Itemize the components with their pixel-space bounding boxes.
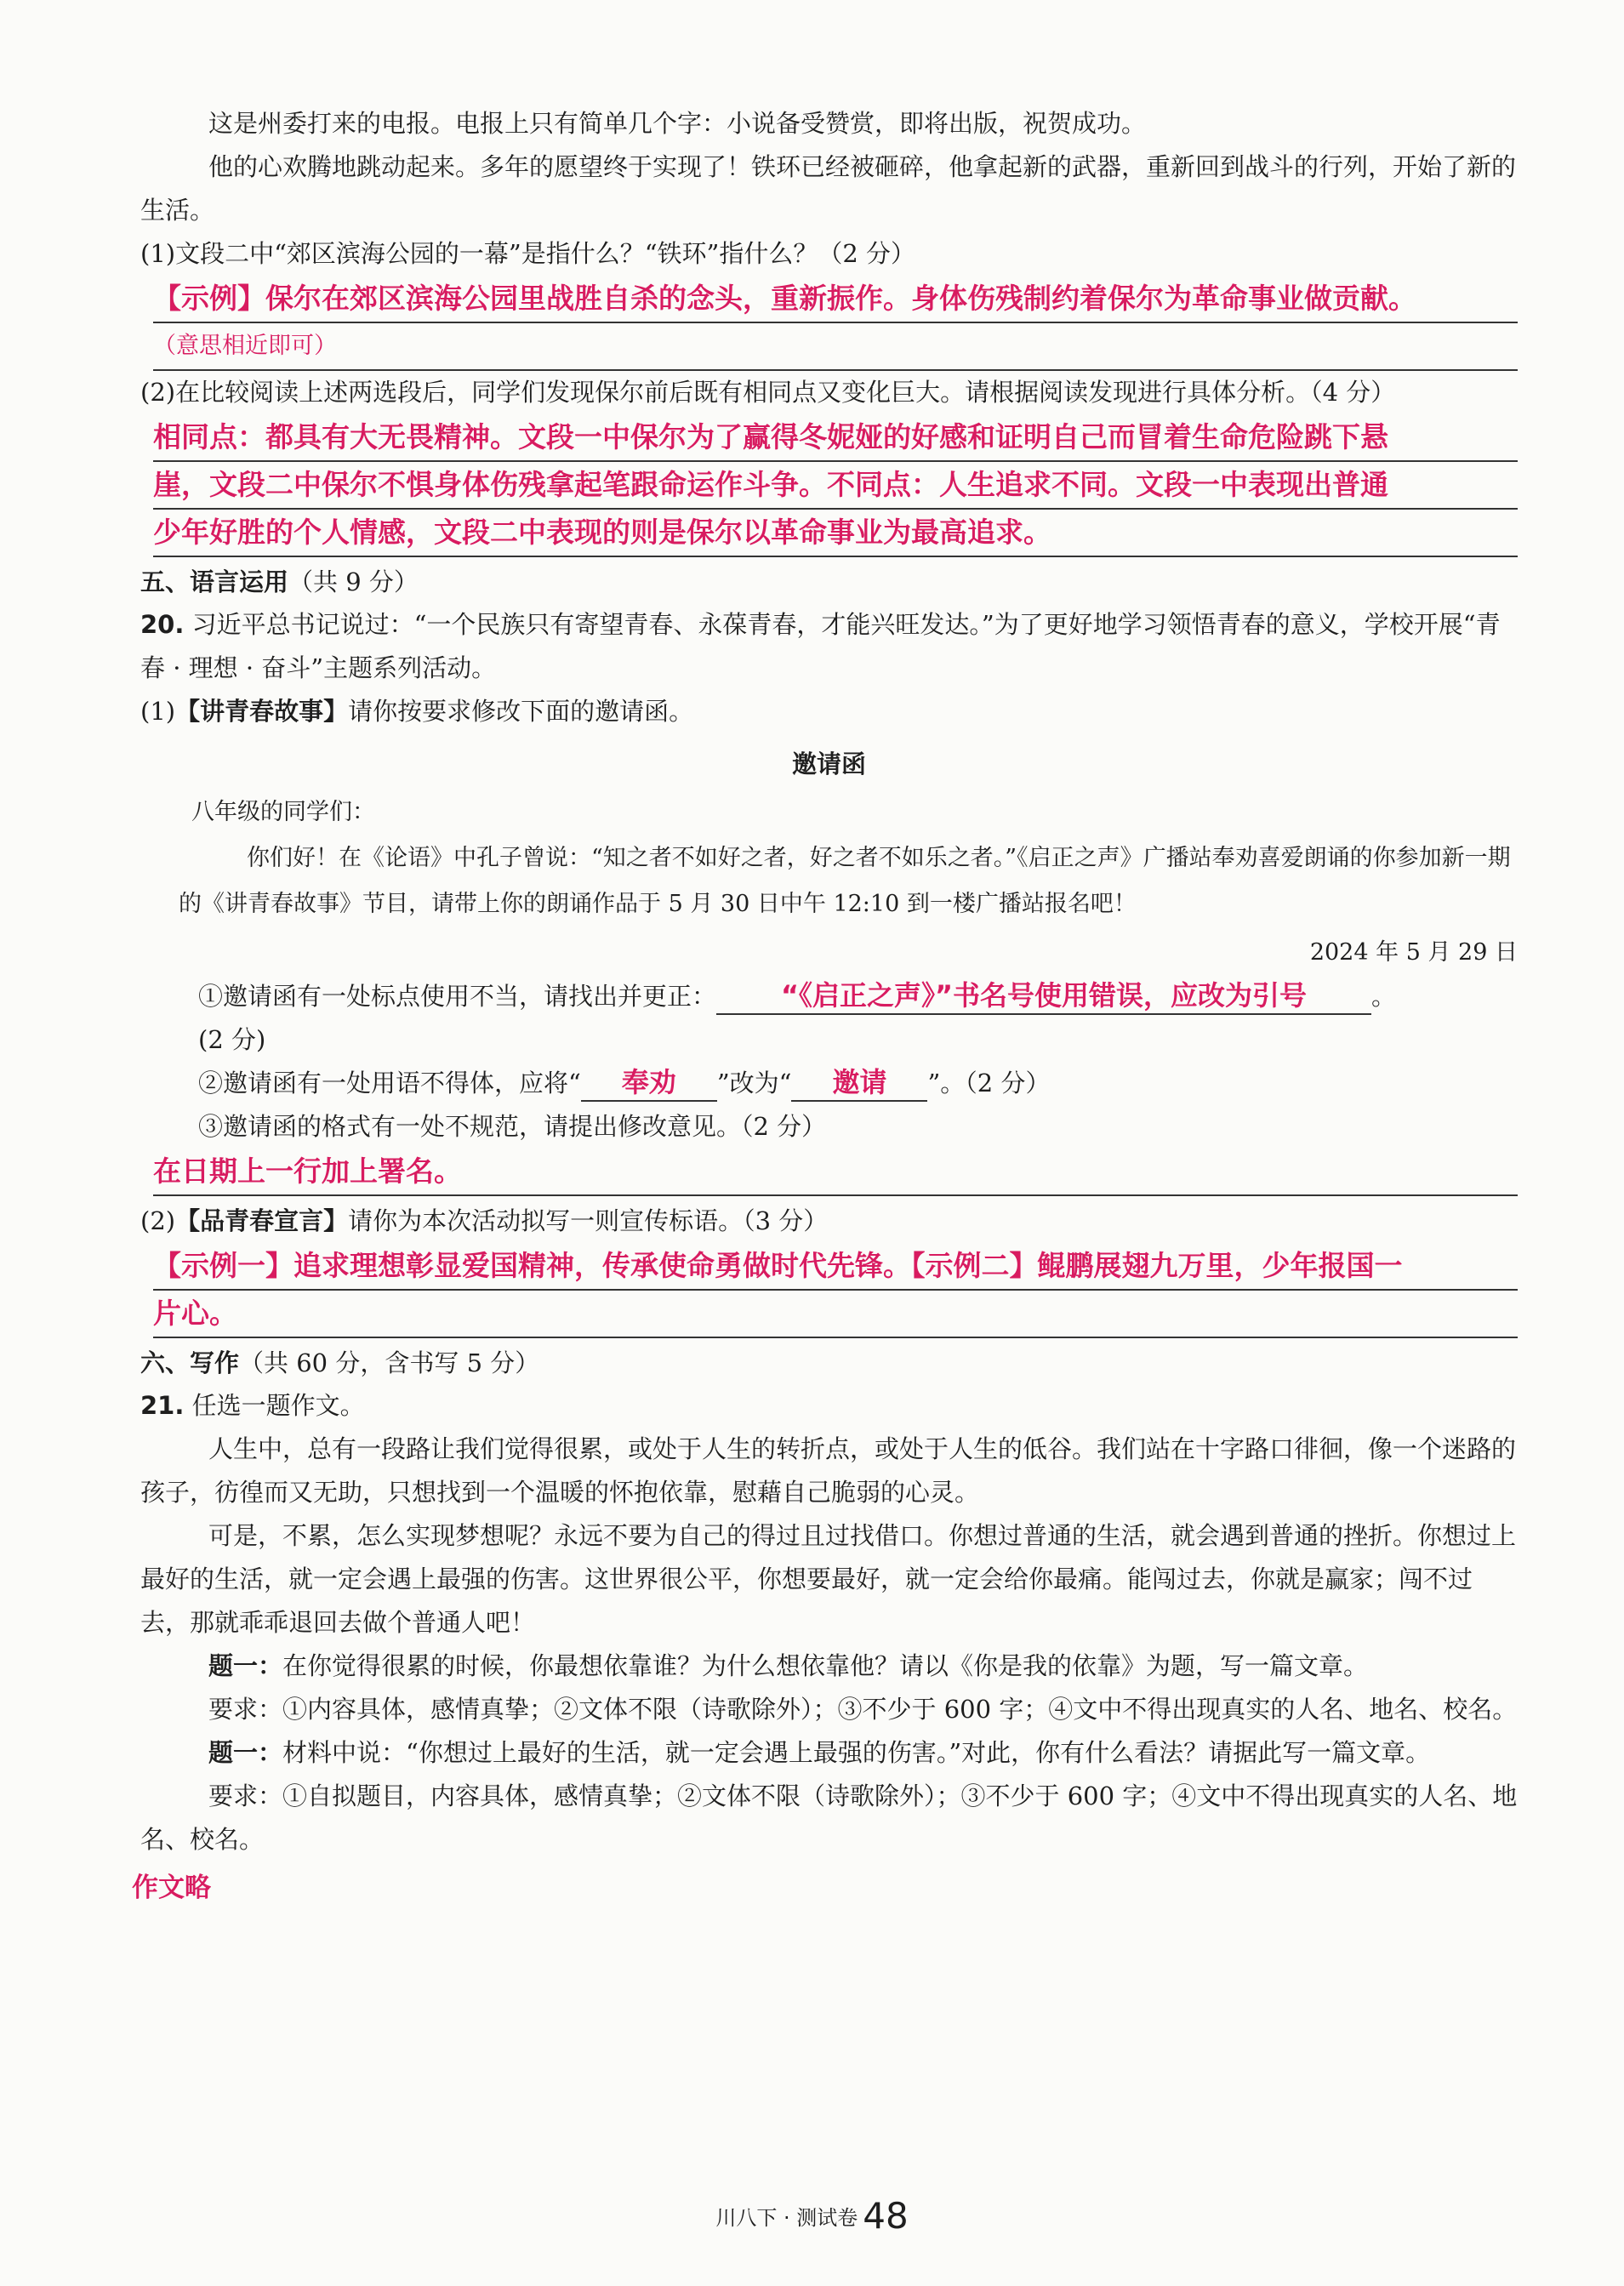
q21-stem bbox=[140, 1384, 1518, 1428]
q21-material-para: 可是，不累，怎么实现梦想呢？永远不要为自己的得过且过找借口。你想过普通的生活，就会遇到普通的挫折。你想过上最好的生活，就一定会遇上最强的伤害。这世界很公平，你想要最好，就一定会给你最痛。能闯过去，你就是赢家；闯不过去，那就乖乖退回去做个普通人吧！ bbox=[140, 1521, 1517, 1637]
section-5-title: 五、语言运用 bbox=[140, 567, 289, 596]
q21-topic1-requirements: 要求：①内容具体，感情真挚；②文体不限（诗歌除外）；③不少于 600 字；④文中不得出现真实的人名、地名、校名。 bbox=[208, 1695, 1518, 1724]
section-6-title: 六、写作 bbox=[140, 1348, 240, 1377]
q19-sub1: (1)文段二中“郊区滨海公园的一幕”是指什么？“铁环”指什么？（2 分） bbox=[140, 239, 916, 268]
q20-sub2-tag: 【品青春宣言】 bbox=[175, 1206, 349, 1235]
q20-stem-text: 习近平总书记说过：“一个民族只有寄望青春、永葆青春，才能兴旺发达。”为了更好地学习领悟青春的意义，学校开展“青春 · 理想 · 奋斗”主题系列活动。 bbox=[140, 610, 1501, 682]
q19-sub1-answer: 【示例】保尔在郊区滨海公园里战胜自杀的念头，重新振作。身体伤残制约着保尔为革命事业做贡献。 bbox=[153, 276, 1518, 323]
q21-topic1 bbox=[140, 1645, 1518, 1688]
q21-topic2-requirements: 要求：①自拟题目，内容具体，感情真挚；②文体不限（诗歌除外）；③不少于 600 字；④文中不得出现真实的人名、地名、校名。 bbox=[140, 1781, 1518, 1854]
q20-item1 bbox=[198, 975, 1518, 1018]
passage-line: 他的心欢腾地跳动起来。多年的愿望终于实现了！铁环已经被砸碎，他拿起新的武器，重新回到战斗的行列，开始了新的生活。 bbox=[140, 152, 1517, 225]
section-6-heading bbox=[140, 1342, 1518, 1384]
passage-line: 这是州委打来的电报。电报上只有简单几个字：小说备受赞赏，即将出版，祝贺成功。 bbox=[208, 109, 1147, 138]
q21-material-para: 人生中，总有一段路让我们觉得很累，或处于人生的转折点，或处于人生的低谷。我们站在十字路口徘徊，像一个迷路的孩子，彷徨而又无助，只想找到一个温暖的怀抱依靠，慰藉自己脆弱的心灵。 bbox=[140, 1434, 1517, 1507]
q20-sub2-answer-line: 【示例一】追求理想彰显爱国精神，传承使命勇做时代先锋。【示例二】鲲鹏展翅九万里，少年报国一 bbox=[153, 1243, 1518, 1291]
letter-greeting: 八年级的同学们： bbox=[191, 799, 375, 825]
q19-sub2-answer-line: 相同点：都具有大无畏精神。文段一中保尔为了赢得冬妮娅的好感和证明自己而冒着生命危险跳下悬 bbox=[153, 414, 1518, 462]
section-6-score: （共 60 分，含书写 5 分） bbox=[239, 1348, 540, 1377]
q21-topic2-text: 材料中说：“你想过上最好的生活，就一定会遇上最强的伤害。”对此，你有什么看法？请据此写一篇文章。 bbox=[282, 1738, 1431, 1767]
q20-sub1-tag: 【讲青春故事】 bbox=[175, 697, 349, 726]
footer-label: 川八下 · 测试卷 bbox=[715, 2206, 858, 2230]
q20-sub1-text: 请你按要求修改下面的邀请函。 bbox=[348, 697, 694, 726]
q20-item2 bbox=[198, 1062, 1518, 1105]
q19-sub2-answer-line: 少年好胜的个人情感，文段二中表现的则是保尔以革命事业为最高追求。 bbox=[153, 510, 1518, 557]
q21-topic1-label: 题一： bbox=[208, 1651, 283, 1680]
q20-item1-answer: “《启正之声》”书名号使用错误，应改为引号 bbox=[716, 978, 1371, 1015]
q21-topic1-text: 在你觉得很累的时候，你最想依靠谁？为什么想依靠他？请以《你是我的依靠》为题，写一篇文章。 bbox=[282, 1651, 1369, 1680]
q20-item2-mid: ”改为“ bbox=[716, 1069, 792, 1097]
q20-item1-text: ①邀请函有一处标点使用不当，请找出并更正： bbox=[198, 982, 717, 1011]
q20-sub2-answer-block bbox=[140, 1243, 1518, 1338]
q19-sub1-note: （意思相近即可） bbox=[153, 323, 1518, 371]
section-5-score: （共 9 分） bbox=[288, 567, 419, 596]
q20-stem bbox=[140, 603, 1518, 690]
q19-sub2-answer-line: 崖，文段二中保尔不惧身体伤残拿起笔跟命运作斗争。不同点：人生追求不同。文段一中表现出普通 bbox=[153, 462, 1518, 510]
q20-item3-answer: 在日期上一行加上署名。 bbox=[153, 1149, 1518, 1196]
q20-item2-end: ”。（2 分） bbox=[927, 1069, 1051, 1097]
q19-sub2-answer-block bbox=[140, 414, 1518, 557]
q20-sub2-num: (2) bbox=[140, 1206, 176, 1235]
q19-sub1-answer-block bbox=[140, 276, 1518, 371]
q21-number: 21. bbox=[140, 1391, 185, 1420]
q19-sub2: (2)在比较阅读上述两选段后，同学们发现保尔前后既有相同点又变化巨大。请根据阅读发现进行具体分析。（4 分） bbox=[140, 378, 1396, 407]
q21-answer: 作文略 bbox=[132, 1873, 211, 1903]
q20-sub2-answer-line: 片心。 bbox=[153, 1291, 1518, 1338]
q20-number: 20. bbox=[140, 610, 185, 639]
letter-title: 邀请函 bbox=[791, 750, 866, 778]
q20-sub1-num: (1) bbox=[140, 697, 176, 726]
q20-sub2 bbox=[140, 1200, 1518, 1243]
q20-item3: ③邀请函的格式有一处不规范，请提出修改意见。（2 分） bbox=[198, 1112, 827, 1141]
q21-topic2 bbox=[140, 1731, 1518, 1775]
q20-sub2-text: 请你为本次活动拟写一则宣传标语。（3 分） bbox=[348, 1206, 829, 1235]
page-footer bbox=[0, 2195, 1624, 2237]
q21-stem-text: 任选一题作文。 bbox=[191, 1391, 365, 1420]
q20-item2-answer2: 邀请 bbox=[791, 1064, 927, 1102]
letter-body: 你们好！在《论语》中孔子曾说：“知之者不如好之者，好之者不如乐之者。”《启正之声》广播站奉劝喜爱朗诵的你参加新一期的《讲青春故事》节目，请带上你的朗诵作品于 5 月 30 日中午 12:10 到一楼广播站报名吧！ bbox=[179, 845, 1511, 917]
q20-item1-score: (2 分) bbox=[198, 1025, 266, 1054]
q20-sub1 bbox=[140, 690, 1518, 733]
q20-item2-answer1: 奉劝 bbox=[581, 1064, 717, 1102]
letter-date: 2024 年 5 月 29 日 bbox=[1309, 939, 1518, 966]
q21-topic2-label: 题一： bbox=[208, 1738, 283, 1767]
page-number: 48 bbox=[863, 2195, 909, 2237]
q20-item2-text: ②邀请函有一处用语不得体，应将“ bbox=[198, 1069, 581, 1097]
q20-item1-end: 。 bbox=[1371, 982, 1397, 1011]
section-5-heading bbox=[140, 561, 1518, 603]
